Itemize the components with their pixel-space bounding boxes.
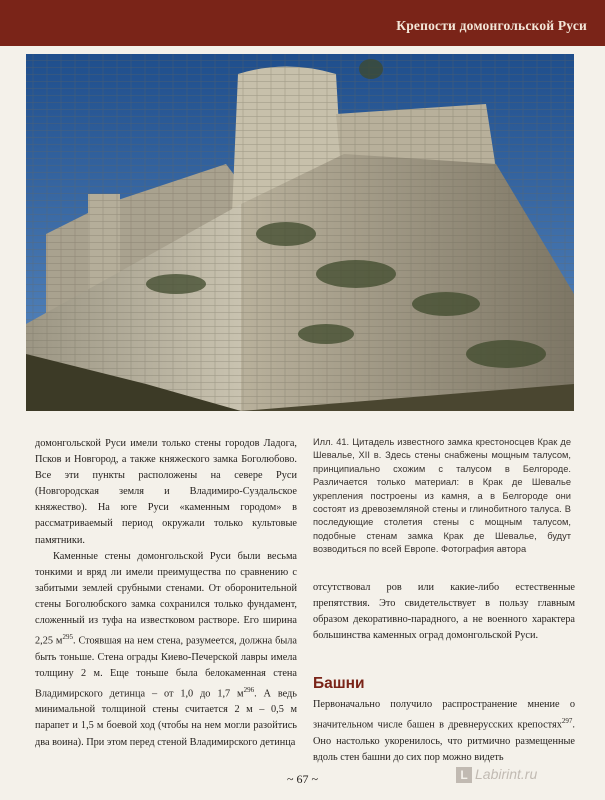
paragraph: домонгольской Руси имели только стены городов Ладога, Псков и Новгород, а также княжеского замка Боголюбово. Все эти пункты расположены на севере Руси (Новгородская земля и Владимиро-Суздальское княжество). На юге Руси «каменным городом» в рассматриваемый период окружали только культовые памятники. <box>35 438 297 546</box>
watermark-logo-icon: L <box>456 767 472 783</box>
footnote-ref: 297 <box>561 717 573 726</box>
paragraph: Первоначально получило распространение мнение о значительном числе башен в древнерусских крепостях$^{297}$. Оно настолько укоренилось, что ритмично размещенные вдоль стен башни до сих пор можно видеть <box>313 699 575 763</box>
right-column <box>313 580 575 644</box>
left-column <box>35 436 297 751</box>
watermark: L Labirint.ru <box>456 766 537 783</box>
figure-caption: Илл. 41. Цитадель известного замка крестоносцев Крак де Шевалье, XII в. Здесь стены снабжены мощным талусом, принципиально схожим с талусом в Белгороде. Различается только материал: в Крак де Шевалье укрепления построены из камня, а в Белгороде они состоят из древоземляной стены и глинобитного талуса. В последующие столетия стены с мощным талусом, подобные стенам замка Крак де Шевалье, будут возводиться по всей Европе. Фотография автора <box>313 437 571 555</box>
running-head: Крепости домонгольской Руси <box>396 18 587 33</box>
paragraph: отсутствовал ров или какие-либо естественные препятствия. Это свидетельствует в пользу главным образом декоративно-парадного, а не военного характера большинства каменных оград домонгольской Руси. <box>313 582 575 642</box>
footnote-ref: 295 <box>62 633 73 642</box>
page-number: ~ 67 ~ <box>287 772 318 786</box>
right-column-section <box>313 697 575 766</box>
section-heading: Башни <box>313 675 365 692</box>
castle-photo <box>26 54 574 411</box>
paragraph: Каменные стены домонгольской Руси были весьма тонкими и вряд ли имели преимущества по сравнению с забитыми землей срубными стенами. От оборонительной стены Боголюбского замка сохранился только фундамент, сложенный из туфа на известковом растворе. Его ширина 2,25 $м^{295}$. Стоявшая на нем стена, разумеется, должна была быть тоньше. Стена ограды Киево-Печерской лавры имела толщину 2 м. Еще тоньше была белокаменная стена Владимирского детинца – от 1,0 до 1,7 $м^{296}$. А ведь минимальной толщиной стены считается 2 м – 0,5 м парапет и 1,5 м боевой ход (чтобы на нем могли разойтись два воина). При этом перед стеной Владимирского детинца <box>35 550 297 748</box>
footnote-ref: 296 <box>243 685 255 694</box>
